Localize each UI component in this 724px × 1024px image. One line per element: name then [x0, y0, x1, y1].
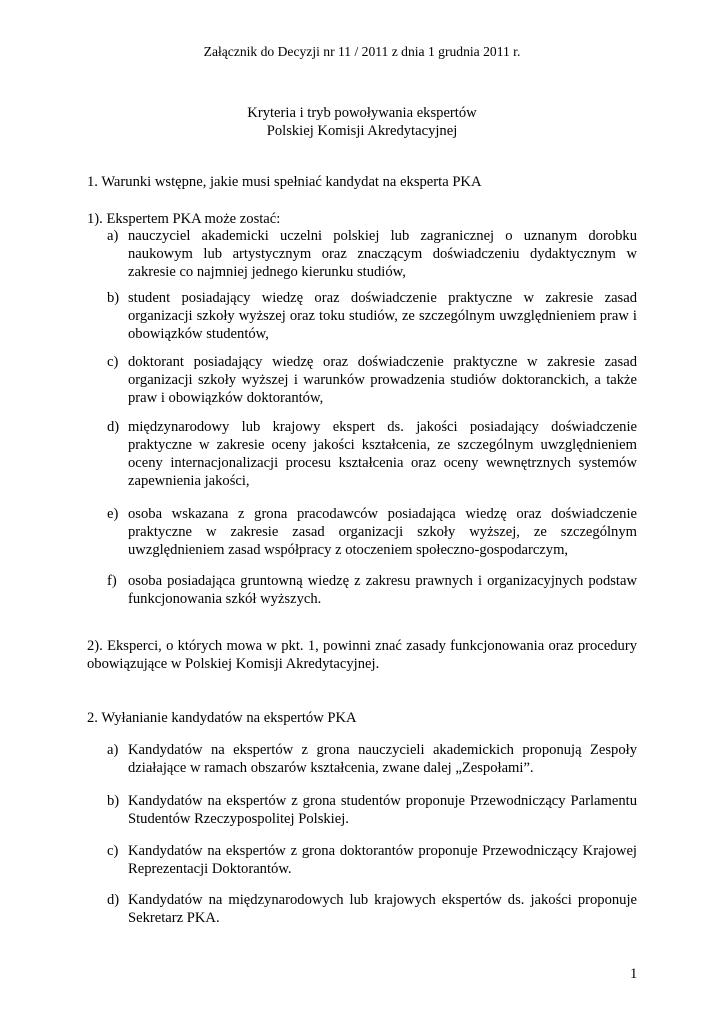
section1-item-b: [107, 289, 637, 343]
section2-item-c: [107, 842, 637, 878]
item-marker: c): [107, 843, 119, 859]
page-number: 1: [630, 966, 638, 982]
item-text: student posiadający wiedzę oraz doświadczenie praktyczne w zakresie zasad organizacji szkoły wyższej oraz toku studiów, ze szczególnym uwzględnieniem praw i obowiązków studentów,: [128, 290, 637, 342]
attachment-header: Załącznik do Decyzji nr 11 / 2011 z dnia 1 grudnia 2011 r.: [203, 44, 521, 59]
item-text: Kandydatów na międzynarodowych lub krajowych ekspertów ds. jakości proponuje Sekretarz PKA.: [128, 892, 637, 926]
section1-item-e: [107, 505, 637, 559]
document-title-line1: Kryteria i tryb powoływania ekspertów: [247, 105, 477, 121]
item-text: Kandydatów na ekspertów z grona nauczycieli akademickich proponują Zespoły działające w ramach obszarów kształcenia, zwane dalej „Zespołami”.: [128, 742, 637, 776]
item-text: międzynarodowy lub krajowy ekspert ds. jakości posiadający doświadczenie praktyczne w zakresie oceny jakości kształcenia, ze szczególnym uwzględnieniem oceny internacjonalizacji procesu kształcenia oraz oceny wewnętrznych systemów zapewnienia jakości,: [128, 419, 637, 489]
item-marker: a): [107, 742, 119, 758]
section1-item-f: [107, 572, 637, 608]
section1-item-c: [107, 353, 637, 407]
section2-item-a: [107, 741, 637, 777]
section1-item-a: [107, 227, 637, 281]
item-marker: b): [107, 793, 120, 809]
section2-item-d: [107, 891, 637, 927]
item-text: doktorant posiadający wiedzę oraz doświadczenie praktyczne w zakresie zasad organizacji szkoły wyższej i warunków prowadzenia studiów doktoranckich, a także praw i obowiązków doktorantów,: [128, 354, 637, 406]
item-marker: d): [107, 892, 120, 908]
item-marker: c): [107, 354, 119, 370]
item-text: osoba wskazana z grona pracodawców posiadająca wiedzę oraz doświadczenie praktyczne w zakresie zasad organizacji szkoły wyższej, ze szczególnym uwzględnieniem zasad współpracy z otoczeniem społeczno-gospodarczym,: [128, 506, 637, 558]
item-text: osoba posiadająca gruntowną wiedzę z zakresu prawnych i organizacyjnych podstaw funkcjonowania szkół wyższych.: [128, 573, 637, 607]
document-title-line2: Polskiej Komisji Akredytacyjnej: [266, 123, 458, 139]
item-marker: f): [107, 573, 117, 589]
section2-heading: 2. Wyłanianie kandydatów na ekspertów PKA: [87, 710, 357, 726]
section1-item-d: [107, 418, 637, 490]
item-marker: a): [107, 228, 119, 244]
item-marker: e): [107, 506, 119, 522]
section1-heading: 1. Warunki wstępne, jakie musi spełniać kandydat na eksperta PKA: [87, 174, 482, 190]
item-text: nauczyciel akademicki uczelni polskiej lub zagranicznej o uznanym dorobku naukowym lub artystycznym oraz znaczącym doświadczeniu dydaktycznym w zakresie co najmniej jednego kierunku studiów,: [128, 228, 637, 280]
item-text: Kandydatów na ekspertów z grona studentów proponuje Przewodniczący Parlamentu Studentów Rzeczypospolitej Polskiej.: [128, 793, 637, 827]
item-marker: b): [107, 290, 120, 306]
section2-item-b: [107, 792, 637, 828]
section1-subpoint2: 2). Eksperci, o których mowa w pkt. 1, powinni znać zasady funkcjonowania oraz procedury obowiązujące w Polskiej Komisji Akredytacyjnej.: [87, 638, 637, 672]
item-text: Kandydatów na ekspertów z grona doktorantów proponuje Przewodniczący Krajowej Reprezentacji Doktorantów.: [128, 843, 637, 877]
section1-subpoint1-intro: 1). Ekspertem PKA może zostać:: [87, 211, 281, 227]
item-marker: d): [107, 419, 120, 435]
